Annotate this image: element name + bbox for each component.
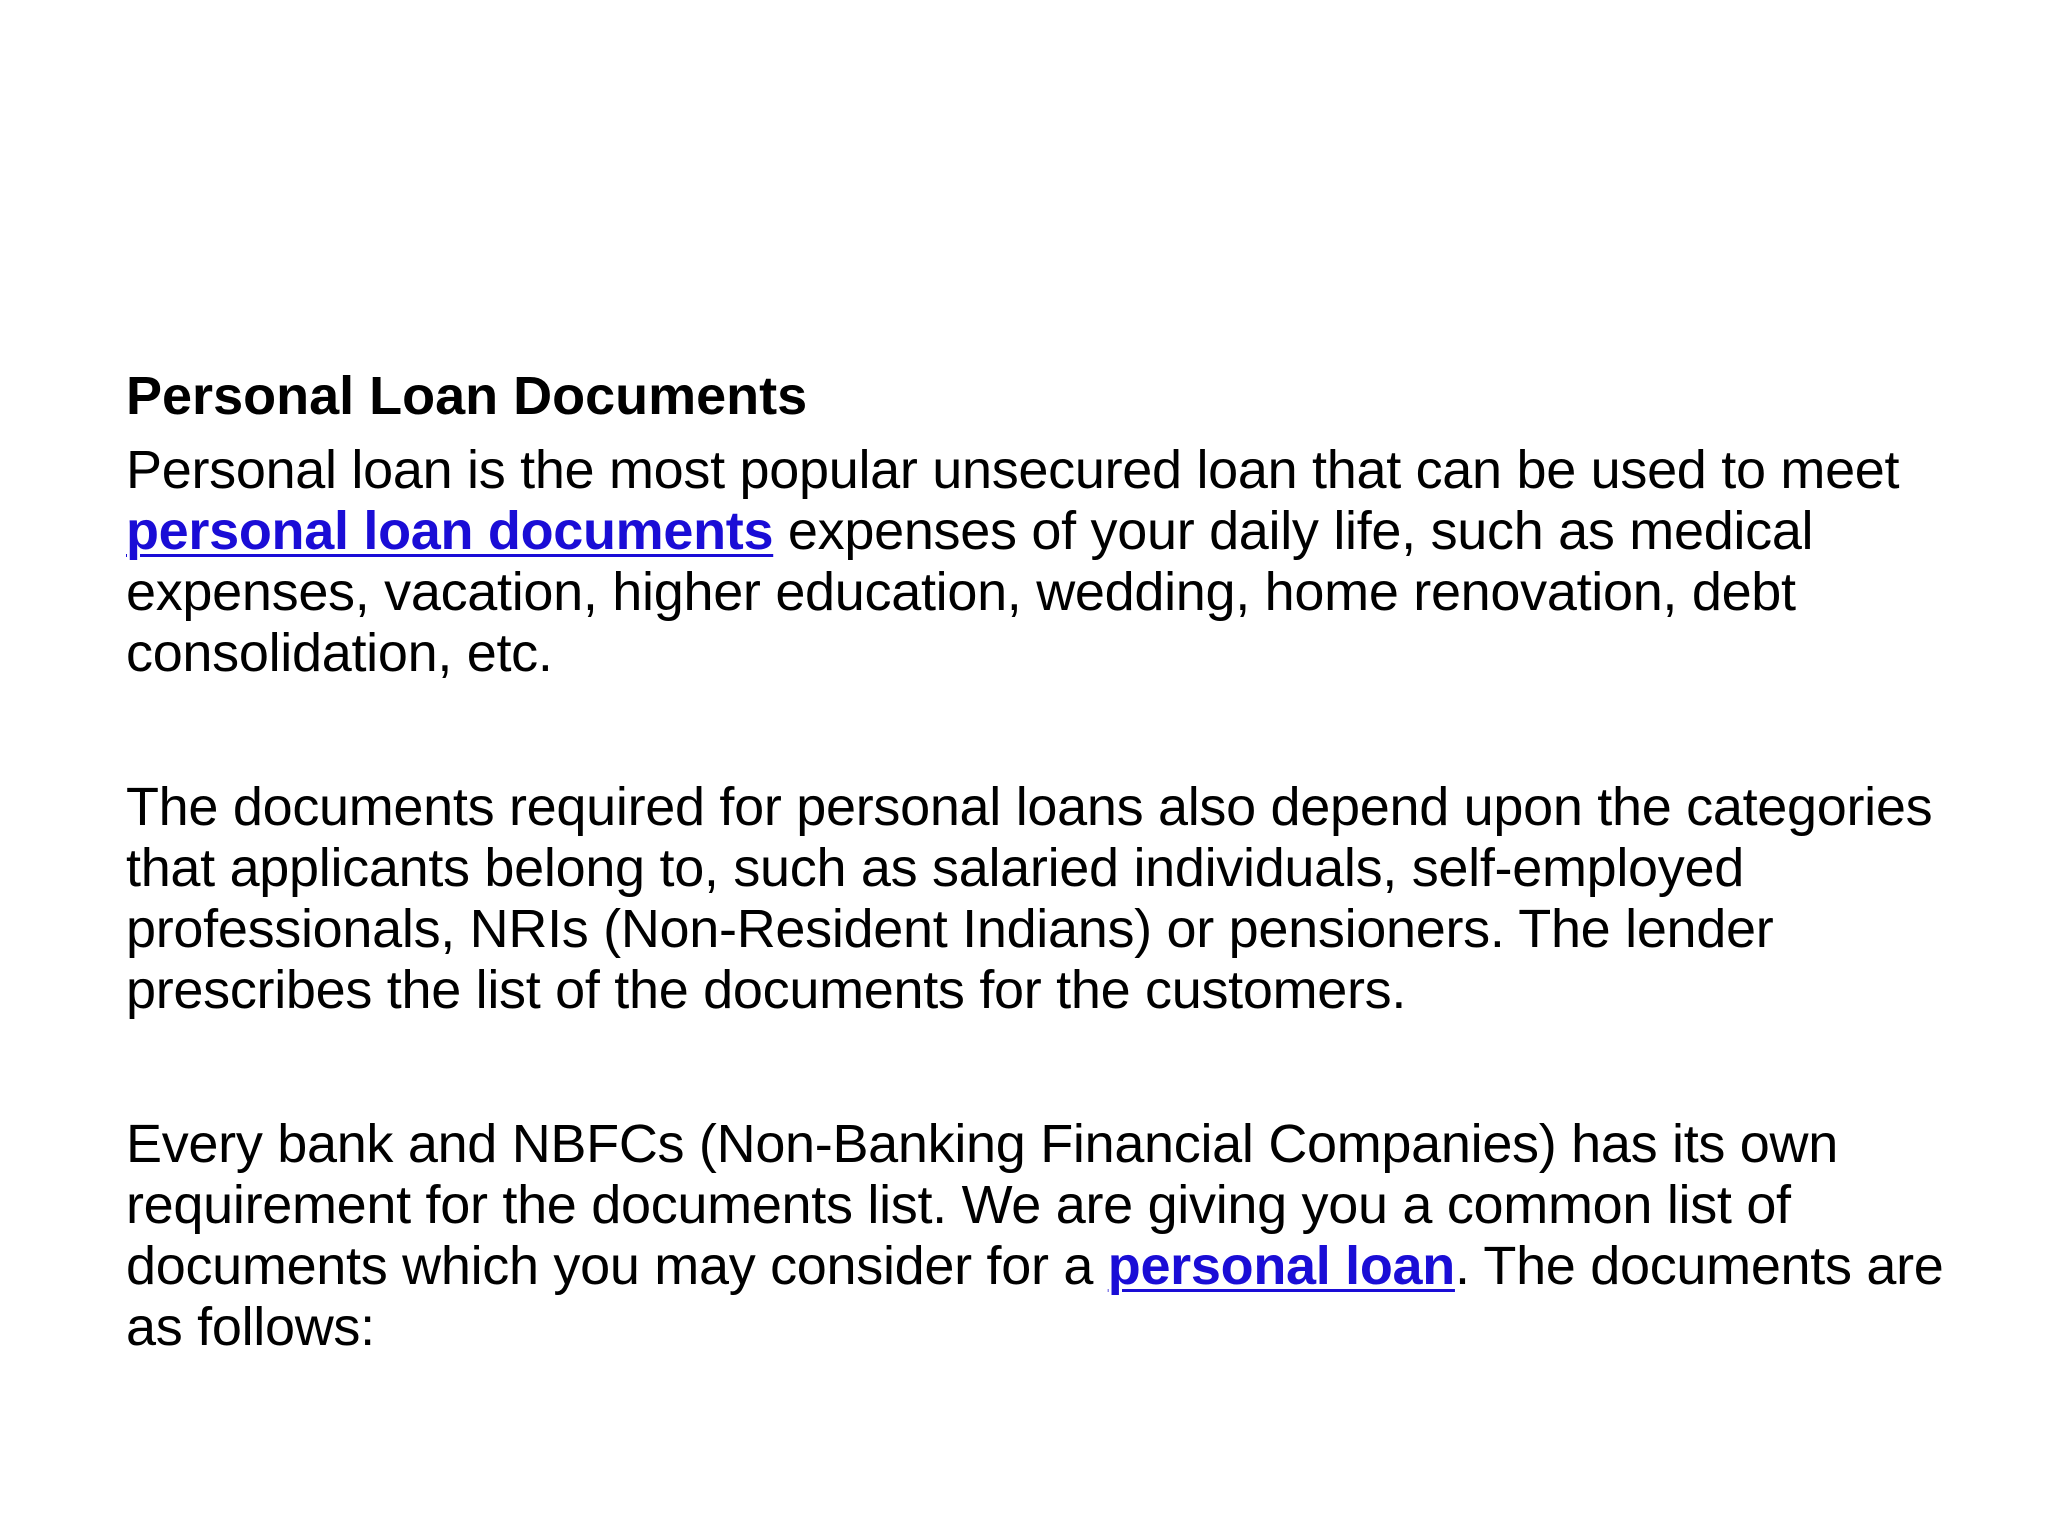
slide-content: [126, 362, 1956, 1358]
page-title: Personal Loan Documents: [126, 366, 808, 426]
paragraph-requirements-text-end: . The documents are as follows:: [126, 1236, 1944, 1357]
paragraph-intro-text-start: Personal loan is the most popular unsecured loan that can be used to meet: [126, 440, 1900, 500]
personal-loan-documents-link[interactable]: personal loan documents: [126, 501, 774, 561]
paragraph-intro-text-end: expenses of your daily life, such as medical expenses, vacation, higher education, wedding, home renovation, debt consolidation, etc.: [126, 501, 1814, 683]
paragraph-intro: [126, 440, 1956, 684]
paragraph-requirements-text-start: Every bank and NBFCs (Non-Banking Financial Companies) has its own requirement for the documents list. We are giving you a common list of documents which you may consider for a: [126, 1114, 1838, 1296]
paragraph-categories: The documents required for personal loans also depend upon the categories that applicants belong to, such as salaried individuals, self-employed professionals, NRIs (Non-Resident Indians) or pensioners. The lender prescribes the list of the documents for the customers.: [126, 777, 1933, 1020]
paragraph-requirements: [126, 1114, 1956, 1358]
personal-loan-link[interactable]: personal loan: [1107, 1236, 1455, 1296]
